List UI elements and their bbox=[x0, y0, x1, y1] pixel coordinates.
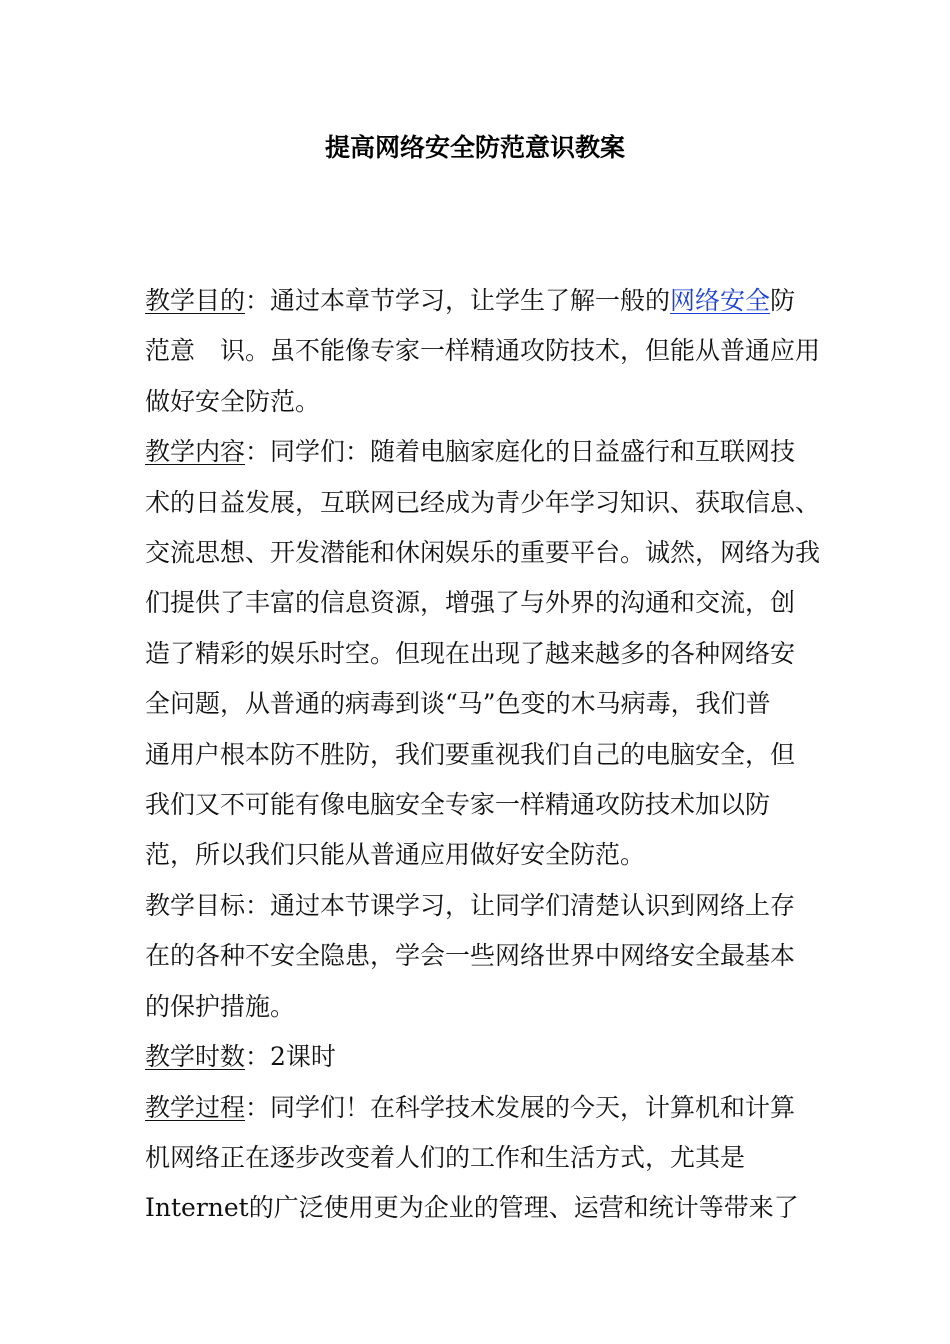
text-line: 交流思想、开发潜能和休闲娱乐的重要平台。诚然，网络为我 bbox=[145, 538, 821, 568]
text-line: 做好安全防范。 bbox=[145, 386, 321, 416]
text-line: 教学目标：通过本节课学习，让同学们清楚认识到网络上存 bbox=[145, 890, 796, 920]
text-line: 在的各种不安全隐患，学会一些网络世界中网络安全最基本 bbox=[145, 941, 796, 971]
text-line bbox=[145, 1032, 810, 1082]
paragraph-teaching-purpose bbox=[145, 276, 821, 427]
section-label-content: 教学内容 bbox=[145, 437, 246, 467]
text-line: 通用户根本防不胜防，我们要重视我们自己的电脑安全，但 bbox=[145, 739, 796, 769]
hours-value: 2课时 bbox=[270, 1042, 336, 1072]
paragraph-teaching-hours bbox=[145, 1032, 810, 1082]
text-line bbox=[145, 276, 810, 326]
network-security-link[interactable]: 网络安全 bbox=[670, 286, 771, 315]
label-colon: ： bbox=[245, 1042, 271, 1072]
text-line: 的保护措施。 bbox=[145, 991, 296, 1021]
text-line: 我们又不可能有像电脑安全专家一样精通攻防技术加以防 bbox=[145, 790, 771, 820]
text-line: 范，所以我们只能从普通应用做好安全防范。 bbox=[145, 840, 646, 870]
process-text: 同学们！在科学技术发展的今天，计算机和计算 bbox=[270, 1092, 796, 1122]
text-line: 术的日益发展，互联网已经成为青少年学习知识、获取信息、 bbox=[145, 487, 821, 517]
text-line: 机网络正在逐步改变着人们的工作和生活方式，尤其是 bbox=[145, 1142, 746, 1172]
label-colon: ： bbox=[245, 1092, 271, 1122]
label-colon: ： bbox=[245, 437, 271, 467]
label-colon: ： bbox=[245, 286, 271, 315]
text-line: 全问题，从普通的病毒到谈“马”色变的木马病毒，我们普 bbox=[145, 689, 771, 719]
paragraph-teaching-process bbox=[145, 1083, 810, 1234]
content-text: 同学们：随着电脑家庭化的日益盛行和互联网技 bbox=[270, 437, 796, 467]
text-line bbox=[145, 427, 810, 477]
text-line: Internet的广泛使用更为企业的管理、运营和统计等带来了 bbox=[145, 1193, 799, 1223]
paragraph-teaching-content bbox=[145, 427, 821, 881]
text-line: 们提供了丰富的信息资源，增强了与外界的沟通和交流，创 bbox=[145, 588, 796, 618]
section-label-purpose: 教学目的 bbox=[145, 286, 246, 315]
document-title: 提高网络安全防范意识教案 bbox=[324, 133, 625, 162]
section-label-hours: 教学时数 bbox=[145, 1042, 246, 1072]
document-body bbox=[145, 276, 821, 1234]
text-line: 造了精彩的娱乐时空。但现在出现了越来越多的各种网络安 bbox=[145, 638, 796, 668]
purpose-text: 通过本章节学习，让学生了解一般的 bbox=[270, 286, 671, 315]
text-line: 范意 识。虽不能像专家一样精通攻防技术，但能从普通应用 bbox=[145, 336, 821, 366]
purpose-text-tail: 防 bbox=[770, 286, 796, 315]
text-line bbox=[145, 1083, 810, 1133]
paragraph-teaching-goal bbox=[145, 881, 810, 1032]
section-label-process: 教学过程 bbox=[145, 1092, 246, 1122]
